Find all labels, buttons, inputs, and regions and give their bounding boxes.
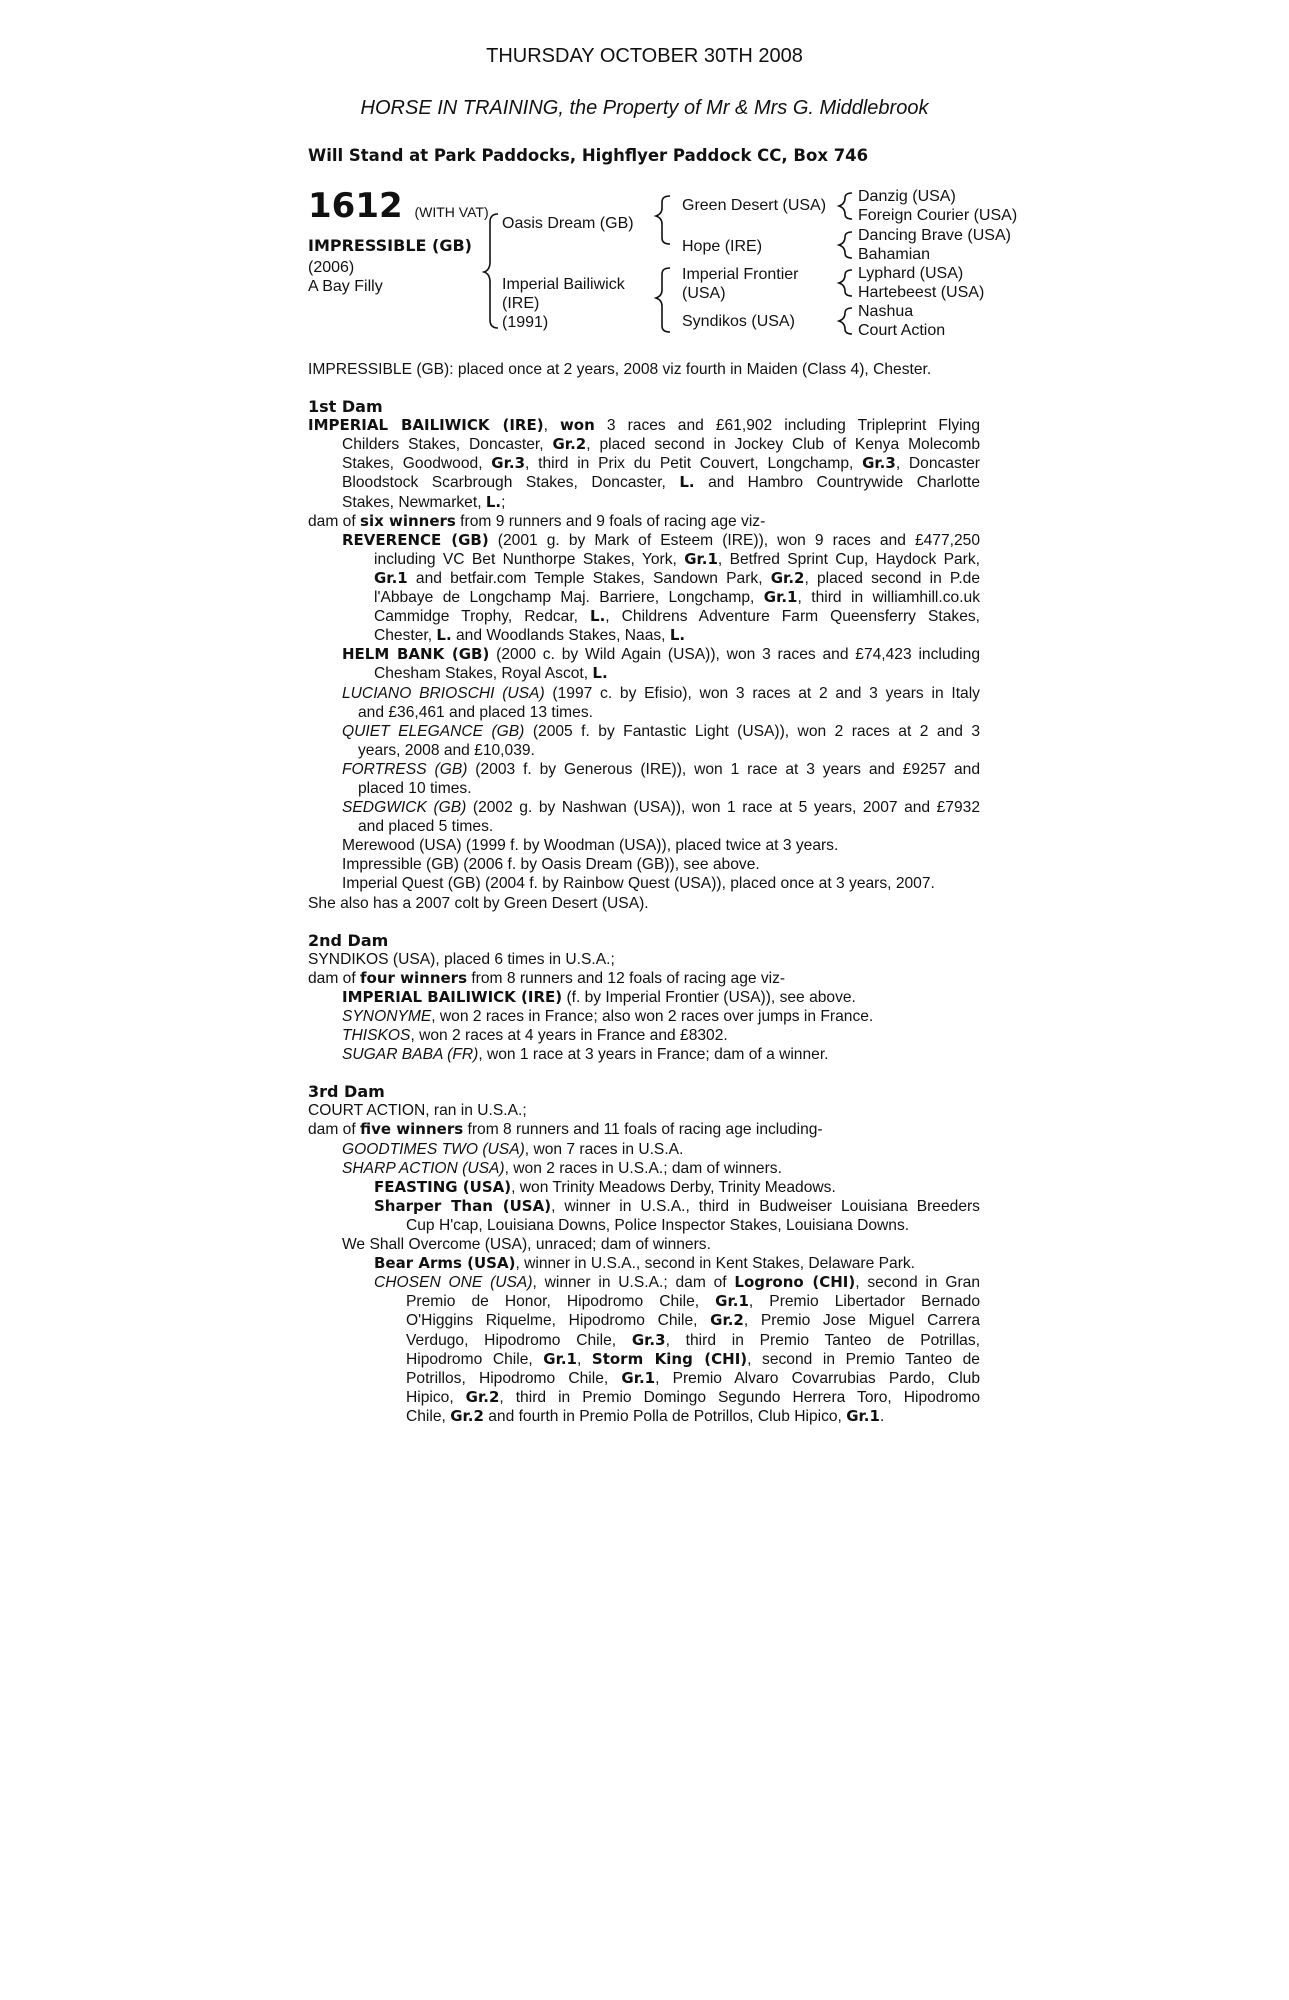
sedgwick-line-1: SEDGWICK (GB) (2002 g. by Nashwan (USA)), won 1 race at 5 years, 2007 and £7932: [342, 799, 980, 817]
reverence-line-5: Cammidge Trophy, Redcar, L., Childrens Adventure Farm Queensferry Stakes,: [374, 607, 980, 626]
gen3-brace-3: [839, 270, 852, 296]
second-dam-sugar-baba: SUGAR BABA (FR), won 1 race at 3 years in France; dam of a winner.: [342, 1046, 829, 1064]
pedigree-gen4-3: Dancing Brave (USA): [858, 227, 1011, 244]
reverence-line-4: l'Abbaye de Longchamp Maj. Barriere, Longchamp, Gr.1, third in williamhill.co.uk: [374, 588, 980, 607]
gen3-brace-2: [839, 232, 852, 258]
pedigree-gen4-7: Nashua: [858, 303, 914, 320]
quiet-elegance-line-1: QUIET ELEGANCE (GB) (2005 f. by Fantastic Light (USA)), won 2 races at 2 and 3: [342, 722, 980, 740]
sale-date: THURSDAY OCTOBER 30TH 2008: [486, 45, 803, 67]
sharper-than-line-2: Cup H'cap, Louisiana Downs, Police Inspector Stakes, Louisiana Downs.: [406, 1216, 910, 1234]
pedigree-dam-sire-line-2: (USA): [682, 285, 726, 302]
imperial-quest-line: Imperial Quest (GB) (2004 f. by Rainbow Quest (USA)), placed once at 3 years, 2007.: [342, 875, 935, 893]
chosen-one-line-8: Chile, Gr.2 and fourth in Premio Polla de Potrillos, Club Hipico, Gr.1.: [406, 1406, 885, 1425]
pedigree-sire-sire: Green Desert (USA): [682, 197, 827, 214]
horse-year: (2006): [308, 259, 355, 276]
colt-line: She also has a 2007 colt by Green Desert (USA).: [308, 894, 649, 912]
fortress-line-1: FORTRESS (GB) (2003 f. by Generous (IRE)), won 1 race at 3 years and £9257 and: [342, 760, 980, 778]
luciano-line-1: LUCIANO BRIOSCHI (USA) (1997 c. by Efisio), won 3 races at 2 and 3 years in Italy: [342, 684, 980, 702]
second-dam-synonyme: SYNONYME, won 2 races in France; also won 2 races over jumps in France.: [342, 1008, 874, 1025]
pedigree-gen4-5: Lyphard (USA): [858, 265, 964, 282]
pedigree-gen4-6: Hartebeest (USA): [858, 284, 985, 301]
reverence-line-6: Chester, L. and Woodlands Stakes, Naas, L.: [374, 626, 686, 645]
lot-subtitle: HORSE IN TRAINING, the Property of Mr & Mrs G. Middlebrook: [360, 97, 929, 119]
vat-note: (WITH VAT): [414, 204, 489, 220]
chosen-one-line-3: O'Higgins Riquelme, Hipodromo Chile, Gr.2, Premio Jose Miguel Carrera: [406, 1311, 980, 1330]
first-dam-produce-intro: dam of six winners from 9 runners and 9 foals of racing age viz-: [308, 511, 766, 530]
second-dam-heading: 2nd Dam: [308, 930, 389, 950]
chosen-one-line-6: Potrillos, Hipodromo Chile, Gr.1, Premio Alvaro Covarrubias Pardo, Club: [406, 1368, 981, 1387]
sharp-action-line: SHARP ACTION (USA), won 2 races in U.S.A.; dam of winners.: [342, 1159, 782, 1177]
impressible-line: Impressible (GB) (2006 f. by Oasis Dream (GB)), see above.: [342, 856, 760, 874]
stand-location: Will Stand at Park Paddocks, Highflyer Paddock CC, Box 746: [308, 146, 869, 165]
first-dam-heading: 1st Dam: [308, 397, 383, 417]
gen1-brace: [484, 214, 498, 328]
chosen-one-line-5: Hipodromo Chile, Gr.1, Storm King (CHI), second in Premio Tanteo de: [406, 1349, 980, 1368]
pedigree-dam-sire-line-1: Imperial Frontier: [682, 266, 799, 283]
pedigree-sire: Oasis Dream (GB): [502, 215, 634, 232]
reverence-line-1: REVERENCE (GB) (2001 g. by Mark of Esteem (IRE)), won 9 races and £477,250: [342, 530, 981, 549]
second-dam-produce-intro: dam of four winners from 8 runners and 12 foals of racing age viz-: [308, 968, 786, 987]
goodtimes-two-line: GOODTIMES TWO (USA), won 7 races in U.S.A.: [342, 1140, 684, 1158]
pedigree-gen4-2: Foreign Courier (USA): [858, 207, 1018, 224]
sharper-than-line-1: Sharper Than (USA), winner in U.S.A., third in Budweiser Louisiana Breeders: [374, 1196, 980, 1215]
lot-summary: IMPRESSIBLE (GB): placed once at 2 years, 2008 viz fourth in Maiden (Class 4), Chester.: [308, 361, 932, 378]
quiet-elegance-line-2: years, 2008 and £10,039.: [358, 741, 535, 759]
horse-name: IMPRESSIBLE (GB): [308, 236, 472, 255]
helm-bank-line-2: Chesham Stakes, Royal Ascot, L.: [374, 664, 608, 683]
pedigree-dam-line-2: (IRE): [502, 295, 540, 312]
gen3-brace-4: [839, 308, 852, 334]
sedgwick-line-2: and placed 5 times.: [358, 818, 494, 836]
helm-bank-line-1: HELM BANK (GB) (2000 c. by Wild Again (USA)), won 3 races and £74,423 including: [342, 645, 980, 664]
first-dam-line-1: IMPERIAL BAILIWICK (IRE), won 3 races and £61,902 including Tripleprint Flying: [308, 416, 980, 435]
catalogue-body: [308, 360, 980, 1426]
first-dam-line-3: Stakes, Goodwood, Gr.3, third in Prix du Petit Couvert, Longchamp, Gr.3, Doncaster: [342, 454, 980, 473]
gen3-brace-1: [839, 193, 852, 219]
third-dam-line-1: COURT ACTION, ran in U.S.A.;: [308, 1102, 527, 1120]
pedigree-braces: [0, 0, 1289, 360]
chosen-one-line-1: CHOSEN ONE (USA), winner in U.S.A.; dam of Logrono (CHI), second in Gran: [374, 1273, 980, 1292]
first-dam-line-2: Childers Stakes, Doncaster, Gr.2, placed second in Jockey Club of Kenya Molecomb: [342, 435, 980, 454]
gen2-dam-brace: [656, 268, 670, 332]
pedigree-dam-line-1: Imperial Bailiwick: [502, 276, 625, 293]
reverence-line-2: including VC Bet Nunthorpe Stakes, York, Gr.1, Betfred Sprint Cup, Haydock Park,: [374, 549, 980, 568]
reverence-line-3: Gr.1 and betfair.com Temple Stakes, Sandown Park, Gr.2, placed second in P.de: [374, 568, 980, 587]
bear-arms-line: Bear Arms (USA), winner in U.S.A., second in Kent Stakes, Delaware Park.: [374, 1254, 916, 1273]
second-dam-line-1: SYNDIKOS (USA), placed 6 times in U.S.A.;: [308, 950, 615, 968]
second-dam-thiskos: THISKOS, won 2 races at 4 years in France and £8302.: [342, 1027, 728, 1045]
merewood-line: Merewood (USA) (1999 f. by Woodman (USA)), placed twice at 3 years.: [342, 837, 839, 855]
first-dam-line-5: Stakes, Newmarket, L.;: [342, 492, 506, 511]
fortress-line-2: placed 10 times.: [358, 779, 472, 797]
chosen-one-line-2: Premio de Honor, Hipodromo Chile, Gr.1, Premio Libertador Bernado: [406, 1292, 980, 1311]
pedigree-sire-dam: Hope (IRE): [682, 238, 763, 255]
luciano-line-2: and £36,461 and placed 13 times.: [358, 703, 593, 721]
we-shall-overcome-line: We Shall Overcome (USA), unraced; dam of winners.: [342, 1236, 711, 1254]
pedigree-dam-line-3: (1991): [502, 314, 549, 331]
pedigree-dam-dam: Syndikos (USA): [682, 313, 795, 330]
chosen-one-line-4: Verdugo, Hipodromo Chile, Gr.3, third in Premio Tanteo de Potrillas,: [406, 1330, 980, 1349]
chosen-one-line-7: Hipico, Gr.2, third in Premio Domingo Segundo Herrera Toro, Hipodromo: [406, 1387, 980, 1406]
pedigree-gen4-8: Court Action: [858, 322, 946, 339]
feasting-line: FEASTING (USA), won Trinity Meadows Derby, Trinity Meadows.: [374, 1177, 836, 1196]
horse-description: A Bay Filly: [308, 278, 383, 295]
third-dam-produce-intro: dam of five winners from 8 runners and 11 foals of racing age including-: [308, 1120, 823, 1139]
first-dam-line-4: Bloodstock Scarbrough Stakes, Doncaster, L. and Hambro Countrywide Charlotte: [342, 473, 980, 492]
second-dam-imperial-bailiwick: IMPERIAL BAILIWICK (IRE) (f. by Imperial Frontier (USA)), see above.: [342, 987, 856, 1006]
pedigree-gen4-4: Bahamian: [858, 246, 931, 263]
pedigree-gen4-1: Danzig (USA): [858, 188, 956, 205]
third-dam-heading: 3rd Dam: [308, 1082, 385, 1102]
lot-number: 1612 (WITH VAT): [308, 186, 489, 226]
gen2-sire-brace: [656, 196, 670, 244]
